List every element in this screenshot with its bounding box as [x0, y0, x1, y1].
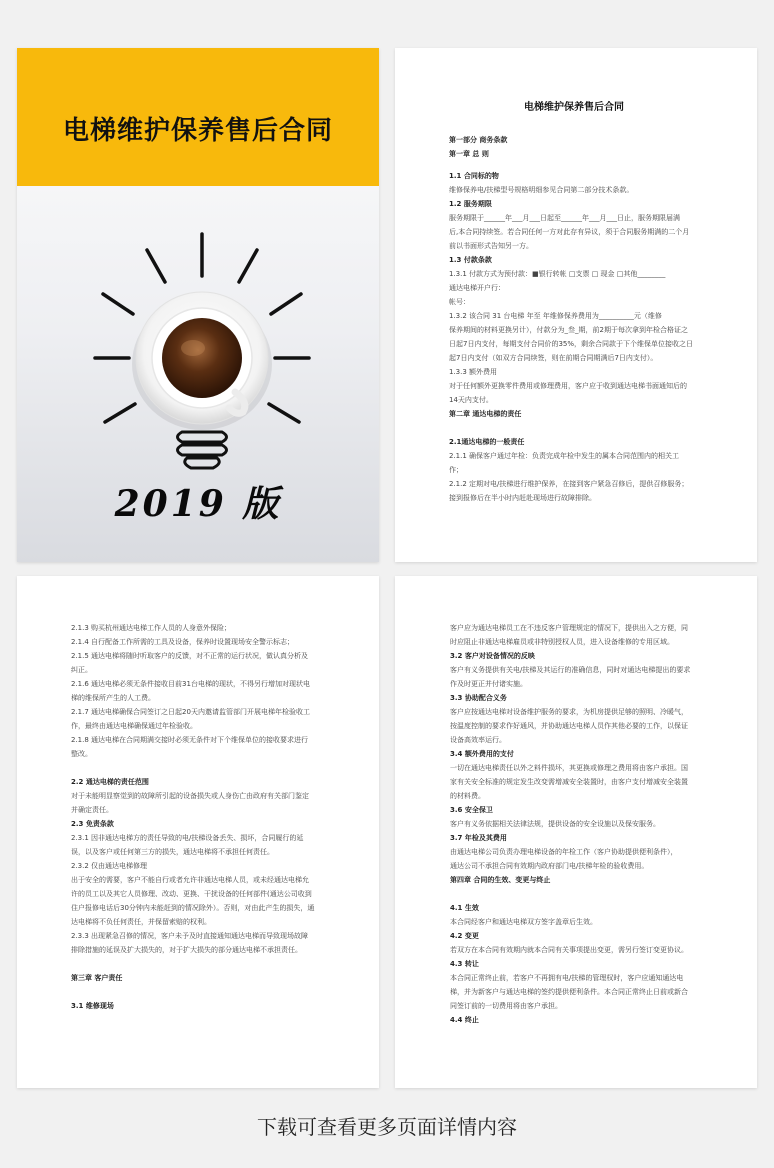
coffee-cup-icon: [132, 292, 272, 430]
paragraph-line: 达电梯将不负任何责任，并保留索赔的权利。: [71, 918, 211, 926]
spacer: [71, 985, 321, 999]
paragraph-line: 通达公司不承担合同有效期内政府部门电/扶梯年检的验收费用。: [450, 862, 649, 870]
paragraph-line: 客户应为通达电梯员工在不违反客户管理规定的情况下，提供出入之方便，同: [450, 624, 688, 632]
paragraph-line: 2.1.6 通达电梯必须无条件接收目前31台电梯的现状，不得另行增加对现状电: [71, 680, 310, 688]
paragraph-line: 2.1.1 确保客户通过年检：负责完成年检中发生的属本合同范围内的相关工: [449, 452, 680, 460]
paragraph-line: 2.3.3 出现紧急召修的情况，客户未予及时直接通知通达电梯而导致现场故障: [71, 932, 309, 940]
section-heading: 1.1 合同标的物: [449, 172, 499, 180]
section-heading: 2.3 免责条款: [71, 820, 114, 828]
page-2-content: [71, 621, 321, 1013]
paragraph-line: 2.1.8 通达电梯在合同期满交接时必须无条件对下个维保单位的接收要求进行: [71, 736, 309, 744]
page-3-content: [450, 621, 699, 1027]
download-more-footer: 下载可查看更多页面详情内容: [257, 1115, 517, 1139]
section-heading: 3.6 安全保卫: [450, 806, 493, 814]
paragraph-line: 排除措施的延误及扩大损失的，对于扩大损失的部分通达电梯不承担责任。: [71, 946, 302, 954]
document-page-1: [395, 48, 757, 562]
paragraph-line: 后,本合同持续签。若合同任何一方对此存有异议，须于合同服务期满的二个月: [449, 228, 690, 236]
paragraph-line: 梯的维保所产生的人工费。: [71, 694, 155, 702]
section-heading: 3.3 协助配合义务: [450, 694, 507, 702]
cover-title-band: [17, 48, 379, 186]
document-page-2: [17, 576, 379, 1088]
section-heading: 第二章 通达电梯的责任: [449, 410, 522, 418]
spacer: [71, 761, 321, 775]
paragraph-line: 作；: [449, 466, 463, 474]
paragraph-line: 客户有义务提供有关电/扶梯及其运行的准确信息，同时对通达电梯提出的要求: [450, 666, 691, 674]
paragraph-line: 的材料费。: [450, 792, 485, 800]
section-heading: 1.3 付款条款: [449, 256, 492, 264]
paragraph-line: 日起7日内支付，每期支付合同价的35%，剩余合同款于下个维保单位接收之日: [449, 340, 694, 348]
paragraph-line: 时应阻止非通达电梯雇员或非特别授权人员，进入设备维修的专用区域。: [450, 638, 674, 646]
spacer: [71, 957, 321, 971]
section-heading: 第一部分 商务条款: [449, 136, 508, 144]
paragraph-line: 通达电梯开户行：: [449, 284, 505, 292]
page-2-lines: [71, 621, 321, 1013]
paragraph-line: 2.1.2 定期对电/扶梯进行维护保养，在接到客户紧急召修后，提供召修服务；: [449, 480, 689, 488]
section-heading: 2.1通达电梯的一般责任: [449, 438, 525, 446]
paragraph-line: 2.1.7 通达电梯确保合同签订之日起20天内邀请监管部门开展电梯年检验收工: [71, 708, 310, 716]
paragraph-line: 前以书面形式告知另一方。: [449, 242, 533, 250]
paragraph-line: 家有关安全标准的规定发生改变需增减安全装置时，由客户支付增减安全装置: [450, 778, 688, 786]
spacer: [449, 421, 699, 435]
paragraph-line: 2.3.1 因非通达电梯方的责任导致的电/扶梯设备丢失、损坏，合同履行的延: [71, 834, 304, 842]
page-1-lines: [449, 133, 699, 505]
paragraph-line: 一切在通达电梯责任以外之料件损坏，其更换或修理之费用将由客户承担。国: [450, 764, 688, 772]
section-heading: 3.1 维修现场: [71, 1002, 114, 1010]
paragraph-line: 设备高效率运行。: [450, 736, 506, 744]
paragraph-line: 出于安全的需要，客户不能自行或者允许非通达电梯人员，或未经通达电梯允: [71, 876, 309, 884]
paragraph-line: 2.1.3 购买杭州通达电梯工作人员的人身意外保险；: [71, 624, 232, 632]
paragraph-line: 住户报修电话后30分钟内未能赶到的情况除外）。否则，对由此产生的损失，通: [71, 904, 315, 912]
paragraph-line: 起7日内支付（如双方合同续签，则在前期合同期满后7日内支付）。: [449, 354, 658, 362]
paragraph-line: 维修保养电/扶梯型号规格明细参见合同第二部分技术条款。: [449, 186, 634, 194]
cover-page: [17, 48, 379, 562]
section-heading: 第四章 合同的生效、变更与终止: [450, 876, 551, 884]
paragraph-line: 2.1.5 通达电梯将随时听取客户的反馈，对不正常的运行状况，做认真分析及: [71, 652, 309, 660]
paragraph-line: 若双方在本合同有效期内就本合同有关事项提出变更，需另行签订变更协议。: [450, 946, 688, 954]
paragraph-line: 本合同正常终止前，若客户不再拥有电/扶梯的管理权时，客户应通知通达电: [450, 974, 684, 982]
paragraph-line: 纠正。: [71, 666, 92, 674]
paragraph-line: 同签订前的一切费用将由客户承担。: [450, 1002, 562, 1010]
paragraph-line: 许的员工以及其它人员修理、改动、更换、干扰设备的任何部件(通达公司收到: [71, 890, 312, 898]
paragraph-line: 2.1.4 自行配备工作所需的工具及设备，保养时设置现场安全警示标志；: [71, 638, 295, 646]
paragraph-line: 梯，并为新客户与通达电梯的签约提供便利条件。本合同正常终止日前或新合: [450, 988, 688, 996]
spacer: [449, 161, 699, 169]
paragraph-line: 14天内支付。: [449, 396, 493, 404]
section-heading: 3.4 额外费用的支付: [450, 750, 514, 758]
paragraph-line: 保养期间的材料更换另计），付款分为_叁_期，前2期于每次拿到年检合格证之: [449, 326, 688, 334]
paragraph-line: 整改。: [71, 750, 92, 758]
bulb-base-icon: [178, 432, 227, 468]
paragraph-line: 误，以及客户或任何第三方的损失，通达电梯将不承担任何责任。: [71, 848, 274, 856]
cover-year: 2019 版: [114, 483, 282, 525]
section-heading: 4.3 转让: [450, 960, 479, 968]
paragraph-line: 按温度控制的要求作好通风，并协助通达电梯人员作其他必要的工作，以保证: [450, 722, 688, 730]
section-heading: 3.2 客户对设备情况的反映: [450, 652, 535, 660]
cover-title: 电梯维护保养售后合同: [62, 116, 333, 146]
paragraph-line: 1.3.2 该合同 31 台电梯 年至 年维修保养费用为__________元（维修: [449, 312, 662, 320]
section-heading: 第一章 总 则: [449, 150, 489, 158]
document-page-3: [395, 576, 757, 1088]
section-heading: 4.2 变更: [450, 932, 479, 940]
section-heading: 3.7 年检及其费用: [450, 834, 507, 842]
paragraph-line: 1.3.1 付款方式为预付款：■银行转帐 □支票 □ 现金 □其他________: [449, 270, 666, 278]
paragraph-line: 对于任何额外更换零件费用或修理费用，客户应于收到通达电梯书面通知后的: [449, 382, 687, 390]
page-1-content: [449, 98, 699, 505]
section-heading: 2.2 通达电梯的责任范围: [71, 778, 149, 786]
paragraph-line: 作及时更正并付诸实施。: [450, 680, 527, 688]
paragraph-line: 帐号：: [449, 298, 470, 306]
section-heading: 4.1 生效: [450, 904, 479, 912]
paragraph-line: 作，最终由通达电梯确保通过年检验收。: [71, 722, 197, 730]
paragraph-line: 客户应按通达电梯对设备维护服务的要求，为机房提供足够的照明、冷暖气，: [450, 708, 688, 716]
paragraph-line: 2.3.2 仅由通达电梯修理: [71, 862, 148, 870]
paragraph-line: 接到报修后在半小时内赶赴现场进行故障排除。: [449, 494, 596, 502]
spacer: [450, 887, 699, 901]
section-heading: 第三章 客户责任: [71, 974, 123, 982]
page-3-lines: [450, 621, 699, 1027]
paragraph-line: 本合同经客户和通达电梯双方签字盖章后生效。: [450, 918, 597, 926]
section-heading: 1.2 服务期限: [449, 200, 492, 208]
section-heading: 4.4 终止: [450, 1016, 479, 1024]
paragraph-line: 客户有义务依据相关法律法规，提供设备的安全设施以及保安服务。: [450, 820, 660, 828]
paragraph-line: 并确定责任。: [71, 806, 113, 814]
paragraph-line: 对于未能明显察觉到的故障所引起的设备损失或人身伤亡由政府有关部门鉴定: [71, 792, 309, 800]
coffee-lightbulb-illustration: [17, 186, 379, 476]
document-title: 电梯维护保养售后合同: [524, 102, 624, 113]
paragraph-line: 1.3.3 额外费用: [449, 368, 498, 376]
paragraph-line: 由通达电梯公司负责办理电梯设备的年检工作（客户协助提供便利条件），: [450, 848, 678, 856]
paragraph-line: 服务期限于______年___月___日起至______年___月___日止，服务期限届满: [449, 214, 680, 222]
